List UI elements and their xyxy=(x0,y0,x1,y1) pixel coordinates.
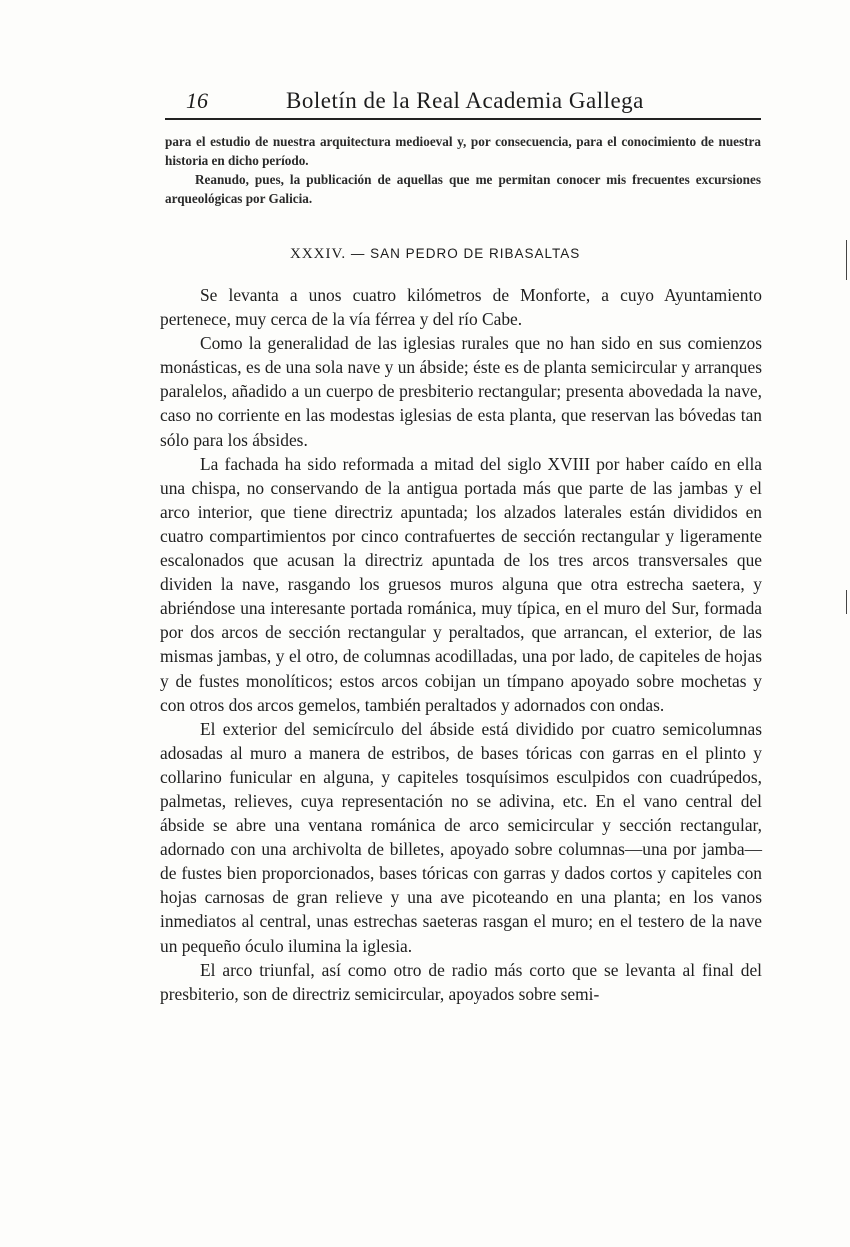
body-text xyxy=(160,283,762,1006)
body-paragraph: La fachada ha sido reformada a mitad del siglo XVIII por haber caído en ella una chispa, no conservando de la antigua portada más que parte de las jambas y el arco interior, que tiene directriz apuntada; los alzados laterales están divididos en cuatro compartimientos por cinco contrafuertes de sección rectangular y ligeramente escalonados que acusan la directriz apuntada de los tres arcos transversales que dividen la nave, rasgando los gruesos muros alguna que otra estrecha saetera, y abriéndose una interesante portada románica, muy típica, en el muro del Sur, formada por dos arcos de sección rectangular y peraltados, que arrancan, el exterior, de las mismas jambas, y el otro, de columnas acodilladas, una por lado, de capiteles de hojas y de fustes monolíticos; estos arcos cobijan un tímpano apoyado sobre mochetas y con otros dos arcos gemelos, también peraltados y adornados con ondas. xyxy=(160,453,762,715)
body-paragraph: Se levanta a unos cuatro kilómetros de Monforte, a cuyo Ayuntamiento pertenece, muy cerca de la vía férrea y del río Cabe. xyxy=(160,285,762,330)
body-paragraph: Como la generalidad de las iglesias rurales que no han sido en sus comienzos monásticas, es de una sola nave y un ábside; éste es de planta semicircular y arranques paralelos, añadido a un cuerpo de presbiterio rectangular; presenta abovedada la nave, caso no corriente en las modestas iglesias de esta planta, que reservan las bóvedas tan sólo para los ábsides. xyxy=(160,333,762,450)
running-title: Boletín de la Real Academia Gallega xyxy=(286,88,644,113)
intro-text xyxy=(165,132,761,208)
body-paragraph: El exterior del semicírculo del ábside está dividido por cuatro semicolumnas adosadas al muro a manera de estribos, de bases tóricas con garras en el plinto y collarino funicular en alguna, y capiteles tosquísimos esculpidos con cuadrúpedos, palmetas, relieves, cuya representación no se adivina, etc. En el vano central del ábside se abre una ventana románica de arco semicircular y sección rectangular, adornado con una archivolta de billetes, apoyado sobre columnas—una por jamba—de fustes bien proporcionados, bases tóricas con garras y dados cortos y capiteles con hojas carnosas de gran relieve y una ave picoteando en una planta; en los vanos inmediatos al central, unas estrechas saeteras rasgan el muro; en el testero de la nave un pequeño óculo ilumina la iglesia. xyxy=(160,718,762,956)
margin-mark xyxy=(846,590,847,614)
margin-mark xyxy=(846,240,847,280)
section-title: — SAN PEDRO DE RIBASALTAS xyxy=(350,246,581,261)
section-number: XXXIV. xyxy=(290,246,347,262)
page-header xyxy=(178,86,758,116)
intro-paragraph-2: Reanudo, pues, la publicación de aquellas que me permitan conocer mis frecuentes excursiones arqueológicas por Galicia. xyxy=(165,172,761,206)
intro-paragraph-1: para el estudio de nuestra arquitectura medioeval y, por consecuencia, para el conocimiento de nuestra historia en dicho período. xyxy=(165,134,761,168)
page-number: 16 xyxy=(186,88,208,113)
body-paragraph: El arco triunfal, así como otro de radio más corto que se levanta al final del presbiterio, son de directriz semicircular, apoyados sobre semi- xyxy=(160,959,762,1004)
header-rule xyxy=(165,118,761,120)
section-heading xyxy=(290,246,650,263)
